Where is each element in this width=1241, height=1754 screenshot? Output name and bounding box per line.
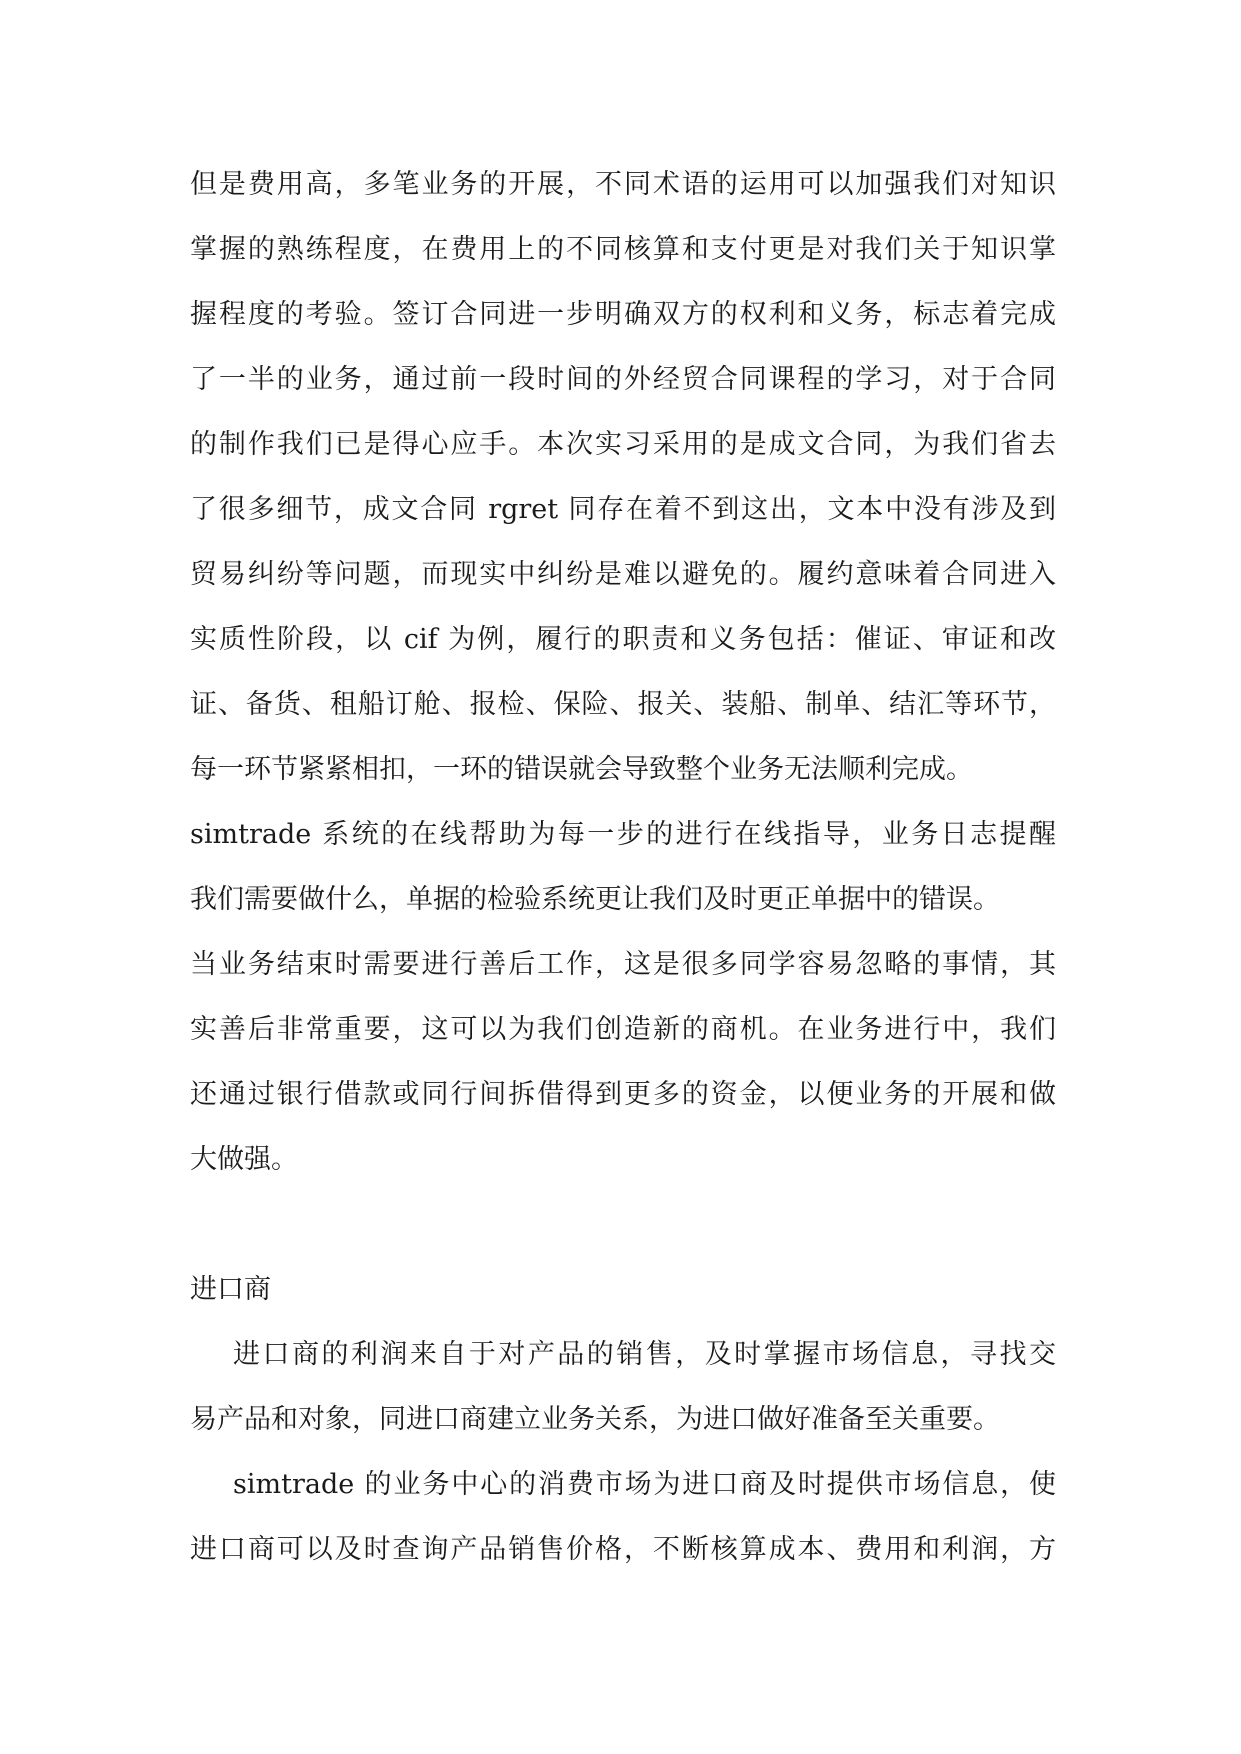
text-line: 大做强。	[190, 1144, 298, 1175]
paragraph	[190, 1322, 1056, 1452]
section-heading: 进口商	[190, 1274, 271, 1305]
text-line: 贸易纠纷等问题，而现实中纠纷是难以避免的。履约意味着合同进入	[190, 559, 1056, 590]
text-line: 还通过银行借款或同行间拆借得到更多的资金，以便业务的开展和做	[190, 1079, 1056, 1110]
text-line: 易产品和对象，同进口商建立业务关系，为进口做好准备至关重要。	[190, 1404, 1000, 1435]
text-line: 但是费用高，多笔业务的开展，不同术语的运用可以加强我们对知识	[190, 169, 1056, 200]
text-line: 实质性阶段，以 cif 为例，履行的职责和义务包括：催证、审证和改	[190, 624, 1056, 655]
text-line: simtrade 的业务中心的消费市场为进口商及时提供市场信息，使	[233, 1469, 1056, 1500]
paragraph	[190, 152, 1056, 1192]
text-line: 进口商的利润来自于对产品的销售，及时掌握市场信息，寻找交	[233, 1339, 1056, 1370]
text-line: simtrade 系统的在线帮助为每一步的进行在线指导，业务日志提醒	[190, 819, 1056, 850]
text-line: 每一环节紧紧相扣，一环的错误就会导致整个业务无法顺利完成。	[190, 754, 973, 785]
text-line: 了很多细节，成文合同 rgret 同存在着不到这出，文本中没有涉及到	[190, 494, 1056, 525]
text-line: 证、备货、租船订舱、报检、保险、报关、装船、制单、结汇等环节，	[190, 689, 1056, 720]
text-line: 掌握的熟练程度，在费用上的不同核算和支付更是对我们关于知识掌	[190, 234, 1056, 265]
text-line: 进口商可以及时查询产品销售价格，不断核算成本、费用和利润，方	[190, 1534, 1056, 1565]
text-line: 了一半的业务，通过前一段时间的外经贸合同课程的学习，对于合同	[190, 364, 1056, 395]
paragraph	[190, 1452, 1056, 1582]
text-line: 我们需要做什么，单据的检验系统更让我们及时更正单据中的错误。	[190, 884, 1000, 915]
text-line: 握程度的考验。签订合同进一步明确双方的权利和义务，标志着完成	[190, 299, 1056, 330]
text-line: 实善后非常重要，这可以为我们创造新的商机。在业务进行中，我们	[190, 1014, 1056, 1045]
text-line: 当业务结束时需要进行善后工作，这是很多同学容易忽略的事情，其	[190, 949, 1056, 980]
paragraph-spacer	[190, 1192, 1056, 1257]
text-line: 的制作我们已是得心应手。本次实习采用的是成文合同，为我们省去	[190, 429, 1056, 460]
document-body	[190, 152, 1056, 1582]
